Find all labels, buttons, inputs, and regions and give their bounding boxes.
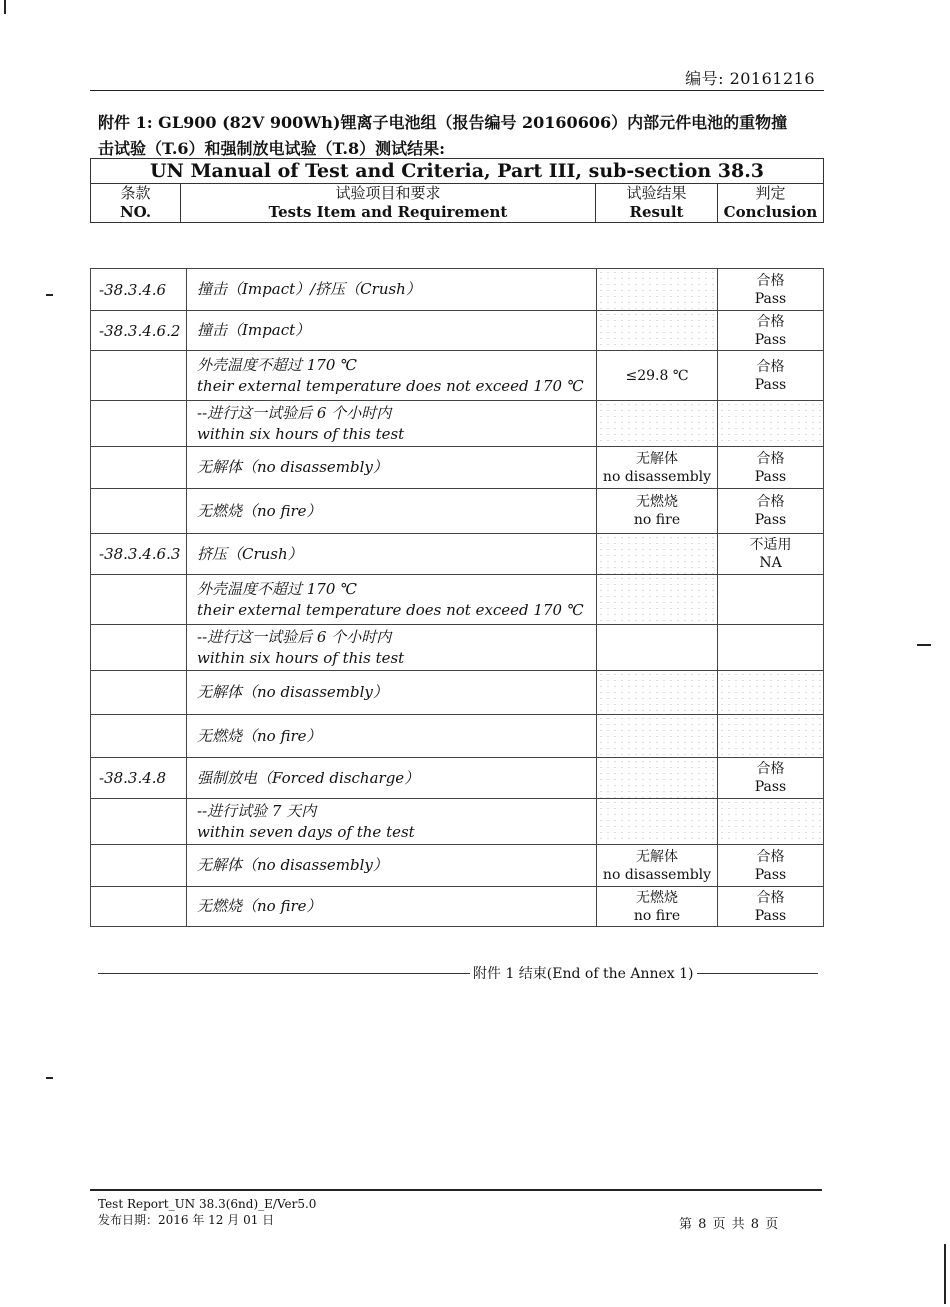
table-row [91,887,824,927]
requirement-cn: 无燃烧（no fire） [197,501,322,520]
table-row [91,447,824,489]
clause-number [91,845,187,887]
table-row [91,269,824,311]
test-result [597,269,718,311]
table-row [91,534,824,575]
results-body [91,269,824,927]
test-result [597,575,718,625]
test-result [597,447,718,489]
test-requirement [187,351,597,401]
conclusion-cn: 合格 [756,358,785,375]
requirement-cn: 无燃烧（no fire） [197,726,322,745]
conclusion-cn: 合格 [756,889,785,906]
test-result [597,351,718,401]
result-cn: ≤29.8 ℃ [625,367,689,384]
report-code: Test Report_UN 38.3(6nd)_E/Ver5.0 [98,1197,317,1211]
test-result [597,534,718,575]
test-result [597,311,718,351]
table-row [91,845,824,887]
col-conclusion-header: 判定 Conclusion [718,184,824,223]
requirement-cn: 无解体（no disassembly） [197,683,388,701]
conclusion-cn: 合格 [756,848,785,865]
requirement-cn: 撞击（Impact）/挤压（Crush） [197,280,421,298]
clause-number [91,575,187,625]
requirement-cn: --进行这一试验后 6 个小时内 [197,627,392,646]
test-requirement [187,401,597,447]
col-item-header: 试验项目和要求 Tests Item and Requirement [181,184,596,223]
test-result [597,799,718,845]
table-row [91,671,824,715]
result-cn: 无解体 [636,848,678,865]
clause-number [91,489,187,534]
result-en: no fire [633,907,681,924]
conclusion-en: Pass [754,290,787,307]
conclusion [718,625,824,671]
table-row [91,625,824,671]
test-requirement [187,887,597,927]
manual-title: UN Manual of Test and Criteria, Part III, sub-section 38.3 [91,159,824,184]
requirement-cn: 无燃烧（no fire） [197,897,322,915]
requirement-en: within seven days of the test [197,822,415,841]
conclusion-cn: 合格 [756,313,785,330]
test-requirement [187,845,597,887]
requirement-cn: 撞击（Impact） [197,321,311,339]
conclusion [718,845,824,887]
col-result-header: 试验结果 Result [596,184,718,223]
intro-line-2: 击试验（T.6）和强制放电试验（T.8）测试结果: [98,139,446,158]
scan-mark [917,644,931,646]
requirement-cn: 无解体（no disassembly） [197,856,388,874]
test-requirement [187,534,597,575]
conclusion-en: Pass [754,866,787,883]
clause-number: -38.3.4.6 [91,269,187,311]
test-requirement [187,625,597,671]
test-result [597,887,718,927]
requirement-en: their external temperature does not exceed 170 ℃ [197,600,584,619]
requirement-en: within six hours of this test [197,424,405,443]
clause-number: -38.3.4.6.3 [91,534,187,575]
col-no-header: 条款 NO. [91,184,181,223]
clause-number [91,351,187,401]
page-info: 第 8 页 共 8 页 [679,1217,780,1232]
result-cn: 无燃烧 [636,494,678,510]
conclusion [718,534,824,575]
test-requirement [187,269,597,311]
conclusion [718,351,824,401]
clause-number [91,401,187,447]
scan-mark [944,1244,946,1304]
table-row [91,575,824,625]
conclusion-en: NA [759,555,782,571]
table-row [91,489,824,534]
annex-end-text: 附件 1 结束(End of the Annex 1) [470,963,697,983]
table-row [91,758,824,799]
serial-value: 20161216 [729,69,815,88]
table-row [91,799,824,845]
requirement-en: their external temperature does not exceed 170 ℃ [197,376,584,395]
intro-line-1: 附件 1: GL900 (82V 900Wh)锂离子电池组（报告编号 20160606）内部元件电池的重物撞 [98,113,788,132]
table-row [91,401,824,447]
conclusion [718,671,824,715]
footer-info [98,1196,316,1228]
conclusion [718,799,824,845]
conclusion [718,887,824,927]
serial-number [685,66,815,89]
requirement-en: within six hours of this test [197,648,405,667]
result-en: no disassembly [602,866,712,883]
result-en: no disassembly [602,468,712,485]
clause-number [91,625,187,671]
conclusion-cn: 合格 [756,450,785,467]
test-requirement [187,799,597,845]
header-rule [90,90,824,91]
clause-number [91,447,187,489]
serial-label: 编号: [685,69,724,88]
test-requirement [187,447,597,489]
test-result [597,845,718,887]
conclusion [718,269,824,311]
test-result [597,489,718,534]
conclusion-en: Pass [754,779,787,795]
test-result [597,671,718,715]
scan-mark [46,294,53,296]
test-result [597,625,718,671]
requirement-cn: 外壳温度不超过 170 ℃ [197,579,357,598]
result-en: no fire [633,512,681,528]
conclusion [718,447,824,489]
conclusion-cn: 合格 [756,761,785,777]
test-result [597,758,718,799]
conclusion-cn: 合格 [756,494,785,510]
conclusion [718,311,824,351]
requirement-cn: --进行这一试验后 6 个小时内 [197,403,392,422]
clause-number [91,887,187,927]
conclusion-en: Pass [754,907,787,924]
clause-number [91,799,187,845]
conclusion [718,715,824,758]
scan-mark [4,0,6,14]
conclusion-en: Pass [754,376,787,393]
clause-number: -38.3.4.6.2 [91,311,187,351]
conclusion-en: Pass [754,331,787,348]
test-requirement [187,489,597,534]
footer-rule [90,1189,822,1191]
conclusion-en: Pass [754,512,787,528]
clause-number [91,715,187,758]
conclusion [718,489,824,534]
test-result [597,401,718,447]
requirement-cn: 无解体（no disassembly） [197,458,388,476]
table-row [91,715,824,758]
test-result [597,715,718,758]
table-row [91,311,824,351]
conclusion-cn: 不适用 [749,537,792,553]
clause-number [91,671,187,715]
requirement-cn: 挤压（Crush） [197,544,303,563]
test-requirement [187,715,597,758]
issue-date: 发布日期：2016 年 12 月 01 日 [98,1213,275,1227]
clause-number: -38.3.4.8 [91,758,187,799]
result-cn: 无燃烧 [636,889,678,906]
test-requirement [187,311,597,351]
annex-intro [98,110,828,162]
table-header [90,158,824,223]
table-row [91,351,824,401]
conclusion [718,758,824,799]
requirement-cn: --进行试验 7 天内 [197,801,317,820]
conclusion-en: Pass [754,468,787,485]
conclusion-cn: 合格 [756,272,785,289]
conclusion [718,575,824,625]
test-requirement [187,575,597,625]
result-cn: 无解体 [636,450,678,467]
test-requirement [187,671,597,715]
results-table [90,268,824,927]
scan-mark [46,1077,53,1079]
conclusion [718,401,824,447]
requirement-cn: 强制放电（Forced discharge） [197,768,420,787]
annex-end-rule [98,973,818,974]
test-requirement [187,758,597,799]
requirement-cn: 外壳温度不超过 170 ℃ [197,355,357,374]
